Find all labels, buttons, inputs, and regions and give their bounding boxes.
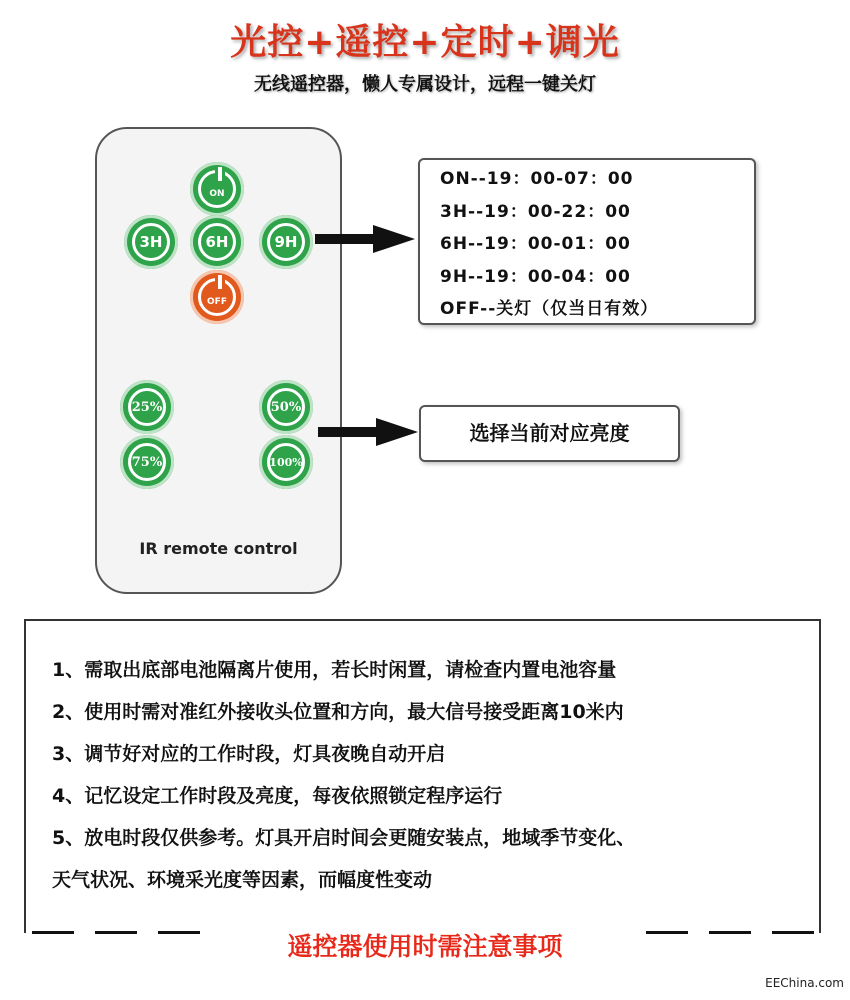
schedule-row: 6H--19：00-01：00 [440, 234, 631, 254]
off-button[interactable] [190, 270, 244, 324]
9h-button-label: 9H [267, 223, 305, 261]
schedule-row: 3H--19：00-22：00 [440, 201, 631, 222]
schedule-row: ON--19：00-07：00 [440, 169, 634, 189]
off-button-label: OFF [207, 297, 227, 307]
6h-button-label: 6H [198, 223, 236, 261]
brightness-50-label: 50% [267, 388, 305, 426]
note-item: 3、调节好对应的工作时段，灯具夜晚自动开启 [52, 743, 446, 765]
note-item: 4、记忆设定工作时段及亮度，每夜依照锁定程序运行 [52, 785, 503, 807]
schedule-row: OFF--关灯（仅当日有效） [440, 299, 659, 319]
6h-button[interactable] [190, 215, 244, 269]
notes-title: 遥控器使用时需注意事项 [287, 932, 563, 961]
page-subtitle: 无线遥控器，懒人专属设计，远程一键关灯 [254, 74, 596, 95]
note-item: 5、放电时段仅供参考。灯具开启时间会更随安装点，地域季节变化、 [52, 827, 636, 849]
page-title: 光控+遥控+定时+调光 [230, 22, 620, 63]
3h-button[interactable] [124, 215, 178, 269]
brightness-75-button[interactable] [120, 435, 174, 489]
brightness-75-label: 75% [128, 443, 166, 481]
schedule-box [418, 158, 756, 325]
arrow-right-icon [318, 418, 418, 446]
brightness-100-label: 100% [267, 443, 305, 481]
on-button-label: ON [209, 189, 225, 199]
on-button[interactable] [190, 162, 244, 216]
3h-button-label: 3H [132, 223, 170, 261]
arrow-right-icon [315, 225, 415, 253]
remote-label: IR remote control [139, 539, 298, 558]
9h-button[interactable] [259, 215, 313, 269]
remote-control [95, 127, 342, 594]
power-icon [215, 167, 225, 181]
watermark: EEChina.com [765, 976, 844, 990]
brightness-25-label: 25% [128, 388, 166, 426]
brightness-100-button[interactable] [259, 435, 313, 489]
brightness-25-button[interactable] [120, 380, 174, 434]
power-icon [215, 275, 225, 289]
note-item: 1、需取出底部电池隔离片使用，若长时闲置，请检查内置电池容量 [52, 659, 617, 681]
schedule-row: 9H--19：00-04：00 [440, 266, 631, 287]
brightness-50-button[interactable] [259, 380, 313, 434]
note-item: 2、使用时需对准红外接收头位置和方向，最大信号接受距离10米内 [52, 701, 624, 723]
note-item: 天气状况、环境采光度等因素，而幅度性变动 [52, 869, 433, 891]
brightness-box: 选择当前对应亮度 [419, 405, 680, 462]
